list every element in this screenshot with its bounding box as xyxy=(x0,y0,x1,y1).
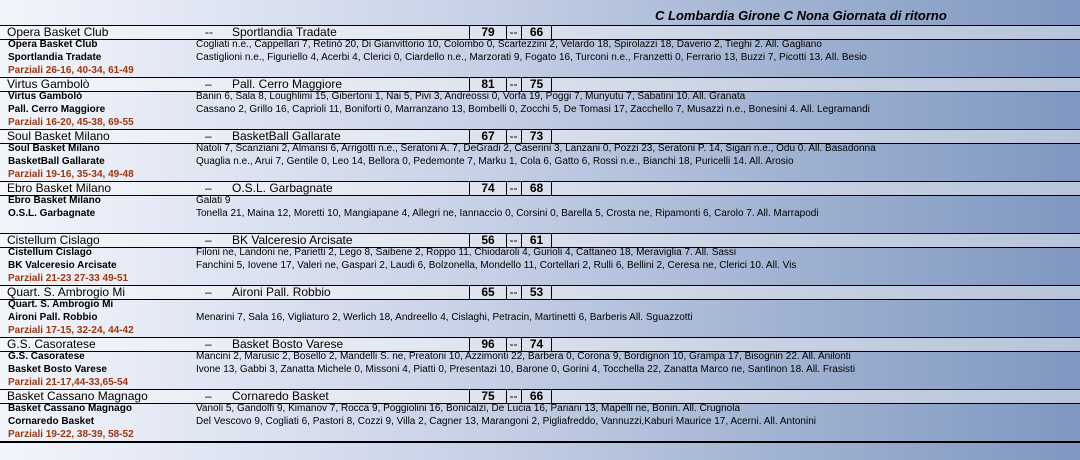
away-team-label: Cornaredo Basket xyxy=(8,416,95,427)
score-separator: -- xyxy=(506,286,522,299)
home-team-name: Soul Basket Milano xyxy=(7,129,110,143)
away-score: 66 xyxy=(522,390,552,403)
partial-scores: Parziali 16-20, 45-38, 69-55 xyxy=(8,117,134,128)
away-score: 53 xyxy=(522,286,552,299)
teams-separator: – xyxy=(205,337,212,351)
match-header xyxy=(0,285,1080,300)
partial-scores: Parziali 26-16, 40-34, 61-49 xyxy=(8,65,134,76)
home-team-name: Quart. S. Ambrogio Mi xyxy=(7,285,126,299)
home-players: Banin 6, Sala 8, Loughlimi 15, Gibertoni 1, Nai 5, Pivi 3, Andreossi 0, Vorfa 19, Poggi 7, Munyutu 7, Sabatini 10. All. Granata xyxy=(196,91,746,102)
teams-separator: – xyxy=(205,285,212,299)
away-score: 68 xyxy=(522,182,552,195)
score-separator: -- xyxy=(506,130,522,143)
away-score: 74 xyxy=(522,338,552,351)
partial-scores: Parziali 17-15, 32-24, 44-42 xyxy=(8,325,134,336)
away-team-label: BasketBall Gallarate xyxy=(8,156,105,167)
away-players: Del Vescovo 9, Cogliati 6, Pastori 8, Cozzi 9, Villa 2, Cagner 13, Marangoni 2, Pigliafreddo, Vannuzzi,Kaburi Maurice 17, Acerni. All. Antonini xyxy=(196,416,816,427)
score-separator: -- xyxy=(506,234,522,247)
match-header xyxy=(0,181,1080,196)
partial-scores: Parziali 19-22, 38-39, 58-52 xyxy=(8,429,134,440)
away-team-name: Sportlandia Tradate xyxy=(232,25,337,39)
teams-separator: – xyxy=(205,181,212,195)
score-separator: -- xyxy=(506,26,522,39)
home-team-name: Virtus Gambolò xyxy=(7,77,90,91)
match-header xyxy=(0,389,1080,404)
home-score: 79 xyxy=(469,26,507,39)
home-team-label: Ebro Basket Milano xyxy=(8,195,101,206)
partial-scores: Parziali 21-23 27-33 49-51 xyxy=(8,273,129,284)
home-team-name: Basket Cassano Magnago xyxy=(7,389,148,403)
home-score: 65 xyxy=(469,286,507,299)
home-team-label: Basket Cassano Magnago xyxy=(8,403,132,414)
home-team-name: Opera Basket Club xyxy=(7,25,109,39)
home-players: Mancini 2, Marusic 2, Bosello 2, Mandelli S. ne, Preatoni 10, Azzimonti 22, Barbera 0, Corona 9, Bordignon 10, Grampa 17, Bisognin 22. All. Anilonti xyxy=(196,351,851,362)
home-players: Vanoli 5, Gandolfi 9, Kimanov 7, Rocca 9, Poggiolini 16, Bonicalzi, De Lucia 16, Pariani 13, Mapelli ne, Bonin. All. Crugnola xyxy=(196,403,741,414)
home-score: 96 xyxy=(469,338,507,351)
partial-scores: Parziali 19-16, 35-34, 49-48 xyxy=(8,169,134,180)
score-separator: -- xyxy=(506,78,522,91)
home-team-label: Cistellum Cislago xyxy=(8,247,92,258)
away-team-label: Pall. Cerro Maggiore xyxy=(8,104,106,115)
away-players: Castiglioni n.e., Figuriello 4, Acerbi 4, Clerici 0, Ciardello n.e., Marzorati 9, Fogato 16, Turconi n.e., Franzetti 0, Ferrario 13, Buzzi 7, Picotti 13. All. Besio xyxy=(196,52,867,63)
home-score: 81 xyxy=(469,78,507,91)
match-header xyxy=(0,77,1080,92)
home-score: 75 xyxy=(469,390,507,403)
match-header xyxy=(0,129,1080,144)
away-team-name: Basket Bosto Varese xyxy=(232,337,344,351)
match-header xyxy=(0,25,1080,40)
away-team-name: Pall. Cerro Maggiore xyxy=(232,77,343,91)
teams-separator: -- xyxy=(205,25,213,39)
score-separator: -- xyxy=(506,338,522,351)
away-team-label: Basket Bosto Varese xyxy=(8,364,107,375)
away-players: Tonella 21, Maina 12, Moretti 10, Mangiapane 4, Allegri ne, Iannaccio 0, Corsini 0, Barella 5, Crosta ne, Ripamonti 6, Carolo 7. All. Marrapodi xyxy=(196,208,819,219)
away-score: 61 xyxy=(522,234,552,247)
home-team-label: Virtus Gambolò xyxy=(8,91,83,102)
home-team-name: Cistellum Cislago xyxy=(7,233,100,247)
away-team-label: BK Valceresio Arcisate xyxy=(8,260,117,271)
home-score: 74 xyxy=(469,182,507,195)
away-players: Cassano 2, Grillo 16, Caprioli 11, Boniforti 0, Marranzano 13, Bombelli 0, Zocchi 5, De Tomasi 17, Zacchello 7, Musazzi n.e., Bonesini 4. All. Legramandi xyxy=(196,104,870,115)
away-team-name: BasketBall Gallarate xyxy=(232,129,341,143)
home-team-label: Opera Basket Club xyxy=(8,39,98,50)
away-team-name: Cornaredo Basket xyxy=(232,389,329,403)
away-team-label: O.S.L. Garbagnate xyxy=(8,208,96,219)
home-team-label: Quart. S. Ambrogio Mi xyxy=(8,299,114,310)
away-team-name: Aironi Pall. Robbio xyxy=(232,285,331,299)
match-header xyxy=(0,233,1080,248)
home-players: Galati 9 xyxy=(196,195,231,206)
away-score: 66 xyxy=(522,26,552,39)
away-score: 75 xyxy=(522,78,552,91)
home-team-name: G.S. Casoratese xyxy=(7,337,96,351)
home-players: Filoni ne, Landoni ne, Parietti 2, Lego 8, Saibene 2, Roppo 11, Chiodaroli 4, Gurioli 4, Cattaneo 18, Meraviglia 7. All. Sassi xyxy=(196,247,737,258)
score-separator: -- xyxy=(506,390,522,403)
away-players: Quaglia n.e., Arui 7, Gentile 0, Leo 14, Bellora 0, Pedemonte 7, Marku 1, Cola 6, Gatto 6, Rossi n.e., Bianchi 18, Puricelli 14. All. Arosio xyxy=(196,156,794,167)
home-players: Natoli 7, Scanziani 2, Almansi 6, Arrigotti n.e., Seratoni A. 7, DeGradi 2, Caserini 3, Lanzani 0, Pozzi 23, Seratoni P. 14, Sigari n.e., Odu 0. All. Basadonna xyxy=(196,143,876,154)
teams-separator: – xyxy=(205,389,212,403)
home-score: 67 xyxy=(469,130,507,143)
teams-separator: – xyxy=(205,77,212,91)
score-separator: -- xyxy=(506,182,522,195)
partial-scores: Parziali 21-17,44-33,65-54 xyxy=(8,377,129,388)
home-team-label: Soul Basket Milano xyxy=(8,143,100,154)
match-header xyxy=(0,337,1080,352)
home-score: 56 xyxy=(469,234,507,247)
home-players: Cogliati n.e., Cappellari 7, Retinò 20, Di Gianvittorio 10, Colombo 0, Scartezzini 2, Velardo 18, Spirolazzi 18, Daverio 2, Tieghi 2. All. Gagliano xyxy=(196,39,822,50)
teams-separator: – xyxy=(205,233,212,247)
away-team-name: BK Valceresio Arcisate xyxy=(232,233,353,247)
away-team-label: Sportlandia Tradate xyxy=(8,52,102,63)
away-players: Fanchini 5, Iovene 17, Valeri ne, Gaspari 2, Laudi 6, Bolzonella, Mondello 11, Cortellari 2, Rulli 6, Bellini 2, Ceresa ne, Clerici 10. All. Vis xyxy=(196,260,797,271)
away-team-name: O.S.L. Garbagnate xyxy=(232,181,333,195)
teams-separator: – xyxy=(205,129,212,143)
away-team-label: Aironi Pall. Robbio xyxy=(8,312,98,323)
home-team-name: Ebro Basket Milano xyxy=(7,181,112,195)
bottom-divider xyxy=(0,441,1080,443)
away-score: 73 xyxy=(522,130,552,143)
home-team-label: G.S. Casoratese xyxy=(8,351,85,362)
away-players: Menarini 7, Sala 16, Vigliaturo 2, Werlich 18, Andreello 4, Cislaghi, Petracin, Martinetti 6, Barberis All. Sguazzotti xyxy=(196,312,693,323)
away-players: Ivone 13, Gabbi 3, Zanatta Michele 0, Missoni 4, Piatti 0, Presentazi 10, Barone 0, Gorini 4, Tocchella 22, Zanatta Marco ne, Santinon 18. All. Frasisti xyxy=(196,364,856,375)
page-title: C Lombardia Girone C Nona Giornata di ritorno xyxy=(655,8,947,23)
